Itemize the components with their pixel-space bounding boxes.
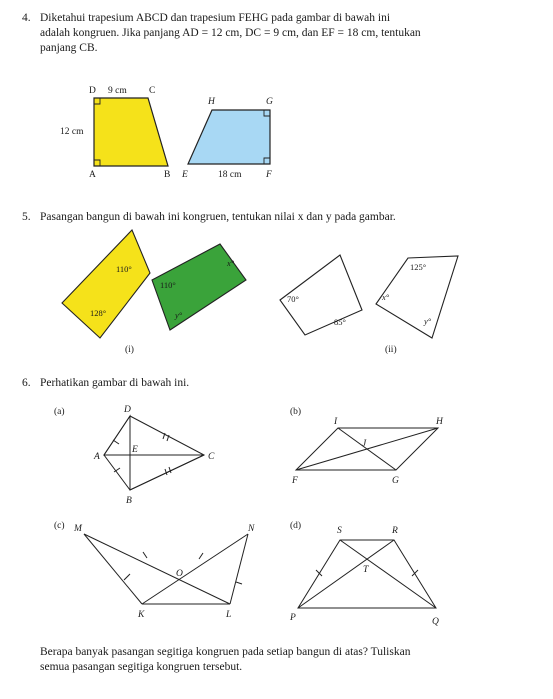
label-b: B <box>164 170 171 180</box>
tick-mk <box>124 574 130 580</box>
figure-6-b <box>290 406 444 486</box>
question-4-line-3: panjang CB. <box>40 42 98 54</box>
label-6c-o: O <box>176 569 183 579</box>
question-4-number: 4. <box>22 12 31 24</box>
angle-125: 125° <box>410 262 427 272</box>
label-6b-i: I <box>334 417 338 427</box>
label-6a-e: E <box>132 445 138 455</box>
trapezoid-abcd <box>60 86 170 180</box>
angle-x-right: x° <box>382 292 390 302</box>
label-6b-h: H <box>436 417 443 427</box>
angle-y-green: y° <box>175 310 183 320</box>
caption-i: (i) <box>125 345 134 355</box>
label-6b-g: G <box>392 476 399 486</box>
label-6a-a: A <box>94 452 100 462</box>
angle-x-green: x° <box>227 258 235 268</box>
question-6-closing-line-1: Berapa banyak pasangan segitiga kongruen pada setiap bangun di atas? Tuliskan <box>40 646 411 658</box>
label-6c-n: N <box>248 524 255 534</box>
question-6-text: Perhatikan gambar di bawah ini. <box>40 377 190 389</box>
figure-6-a <box>54 405 215 506</box>
trapezoid-fehg <box>181 97 273 180</box>
label-6d-p: P <box>290 613 296 623</box>
label-dc-length: 9 cm <box>108 86 127 96</box>
tick-ad <box>113 440 119 444</box>
label-6c-k: K <box>138 610 145 620</box>
tick-bc-2 <box>169 467 171 473</box>
label-6d-q: Q <box>432 617 439 627</box>
label-6d-s: S <box>337 526 342 536</box>
question-6-closing-line-2: semua pasangan segitiga kongruen tersebut. <box>40 661 243 673</box>
caption-ii: (ii) <box>385 345 397 355</box>
tag-d: (d) <box>290 521 302 531</box>
label-e: E <box>182 170 188 180</box>
question-4-line-1: Diketahui trapesium ABCD dan trapesium FEHG pada gambar di bawah ini <box>40 12 391 24</box>
label-6c-m: M <box>74 524 82 534</box>
tag-c: (c) <box>54 521 65 531</box>
label-6b-f: F <box>292 476 298 486</box>
diagonal-sq <box>340 540 436 608</box>
yellow-trapezoid-shape <box>94 98 168 166</box>
question-5-number: 5. <box>22 211 31 223</box>
label-ef-length: 18 cm <box>218 170 242 180</box>
label-6b-j: J <box>362 439 367 449</box>
label-6a-b: B <box>126 496 132 506</box>
angle-y-right: y° <box>424 316 432 326</box>
tick-mo <box>143 552 147 558</box>
question-6-number: 6. <box>22 377 31 389</box>
label-6c-l: L <box>226 610 232 620</box>
question-4-line-2: adalah kongruen. Jika panjang AD = 12 cm, DC = 9 cm, dan EF = 18 cm, tentukan <box>40 27 421 39</box>
figure-5-i <box>62 230 246 355</box>
figure-5-ii <box>280 255 458 355</box>
label-c: C <box>149 86 156 96</box>
tick-bc-1 <box>165 469 167 475</box>
label-6a-d: D <box>124 405 131 415</box>
angle-110-green: 110° <box>160 280 176 290</box>
angle-128-yellow: 128° <box>90 308 107 318</box>
label-6a-c: C <box>208 452 215 462</box>
label-g: G <box>266 97 273 107</box>
label-d: D <box>89 86 96 96</box>
line-mk <box>84 534 142 604</box>
tag-a: (a) <box>54 407 65 417</box>
label-a: A <box>89 170 96 180</box>
label-ad-length: 12 cm <box>60 127 84 137</box>
angle-85: 85° <box>334 317 346 327</box>
tick-nl <box>236 582 242 584</box>
tag-b: (b) <box>290 407 302 417</box>
tick-no <box>199 553 203 559</box>
label-f: F <box>266 170 272 180</box>
diagonal-rp <box>298 540 394 608</box>
figure-6-c <box>54 520 255 620</box>
blue-trapezoid-shape <box>188 110 270 164</box>
kite-sides <box>104 416 204 490</box>
yellow-quadrilateral <box>62 230 150 338</box>
label-h: H <box>208 97 215 107</box>
angle-70: 70° <box>287 294 299 304</box>
figure-6-d <box>289 520 439 627</box>
question-5-text: Pasangan bangun di bawah ini kongruen, tentukan nilai x dan y pada gambar. <box>40 211 396 223</box>
label-6d-r: R <box>392 526 398 536</box>
label-6d-t: T <box>363 565 369 575</box>
angle-110-yellow: 110° <box>116 264 132 274</box>
